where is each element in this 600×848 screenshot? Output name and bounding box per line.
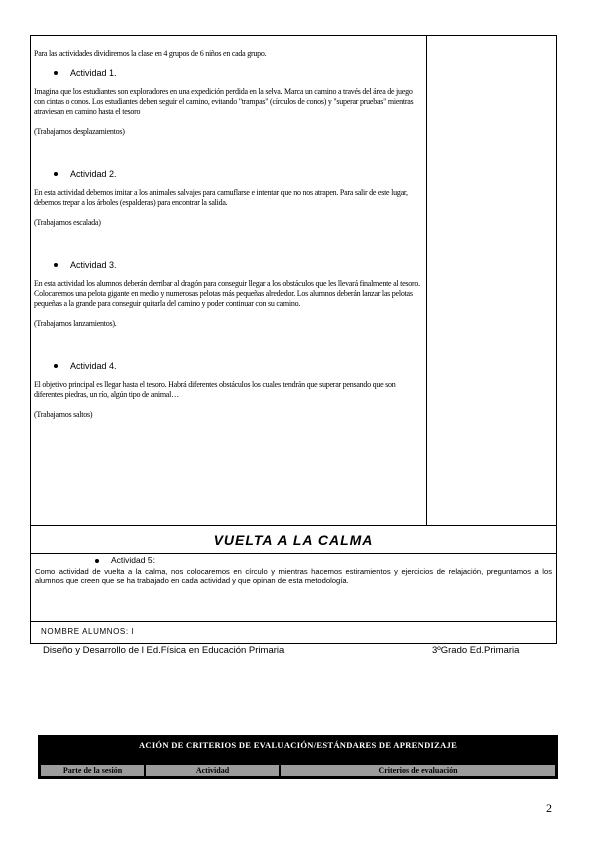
activity-1-text: Imagina que los estudiantes son exploradores en una expedición perdida en la selva. Marca un camino a través del área de juego con cintas o conos. Los estudiantes deben seguir el camino, evitando "trampas" (círculos de conos) y "superar pruebas" mientras atraviesan en camino hasta el tesoro	[34, 87, 414, 116]
column-header-criteria: Criterios de evaluación	[281, 765, 555, 776]
evaluation-table	[38, 735, 558, 779]
activity-4-note: (Trabajamos saltos)	[34, 410, 93, 419]
activity-2-text: En esta actividad debemos imitar a los animales salvajes para camuflarse e intentar que no nos atrapen. Para salir de este lugar, debemos trepar a los árboles (espalderas) para encontrar la salida.	[34, 188, 408, 207]
bullet-icon	[54, 263, 58, 267]
student-names-field: NOMBRE ALUMNOS: l	[41, 627, 134, 636]
activity-1-note: (Trabajamos desplazamientos)	[34, 127, 125, 136]
bullet-icon	[54, 172, 58, 176]
bullet-icon	[54, 364, 58, 368]
session-table	[30, 35, 557, 644]
evaluation-header-row	[41, 765, 555, 776]
calma-cell	[31, 554, 556, 622]
activities-intro: Para las actividades dividiremos la clase en 4 grupos de 6 niños en cada grupo.	[34, 49, 267, 58]
bullet-icon	[95, 559, 99, 563]
evaluation-table-title: ACIÓN DE CRITERIOS DE EVALUACIÓN/ESTÁNDARES DE APRENDIZAJE	[138, 740, 458, 750]
activity-3-text: En esta actividad los alumnos deberán derribar al dragón para conseguir llegar a los obstáculos que les llevará finalmente al tesoro. Colocaremos una pelota gigante en medio y numerosas pelotas más pequeñas alrededor. Los alumnos deberán lanzar las pelotas pequeñas a la grande para conseguir quitarla del camino y poder continuar con su camino.	[34, 279, 420, 308]
activity-5-text: Como actividad de vuelta a la calma, nos colocaremos en círculo y mientras hacemos estiramientos y ejercicios de relajación, preguntamos a los alumnos que creen que se ha trabajado en cada actividad y que opinan de esta metodología.	[35, 566, 552, 585]
bullet-icon	[54, 71, 58, 75]
page-number: 2	[546, 801, 552, 815]
activities-cell	[31, 36, 427, 526]
activity-2-heading: Actividad 2.	[34, 169, 423, 179]
activity-4-text: El objetivo principal es llegar hasta el tesoro. Habrá diferentes obstáculos los cuales tendrán que superar pensando que son diferentes piedras, un río, algún tipo de animal…	[34, 380, 396, 399]
activity-5-heading: Actividad 5:	[35, 556, 552, 566]
activity-1-heading: Actividad 1.	[34, 68, 423, 78]
empty-column-cell	[427, 36, 556, 526]
footer-course-title: Diseño y Desarrollo de l Ed.Física en Educación Primaria	[43, 645, 285, 656]
column-header-session-part: Parte de la sesión	[41, 765, 144, 776]
activity-3-note: (Trabajamos lanzamientos).	[34, 319, 117, 328]
activity-3-heading: Actividad 3.	[34, 260, 423, 270]
footer-grade: 3ºGrado Ed.Primaria	[432, 645, 520, 656]
column-header-activity: Actividad	[146, 765, 279, 776]
activity-2-note: (Trabajamos escalada)	[34, 218, 101, 227]
calma-section-title: VUELTA A LA CALMA	[31, 526, 556, 554]
activity-4-heading: Actividad 4.	[34, 361, 423, 371]
